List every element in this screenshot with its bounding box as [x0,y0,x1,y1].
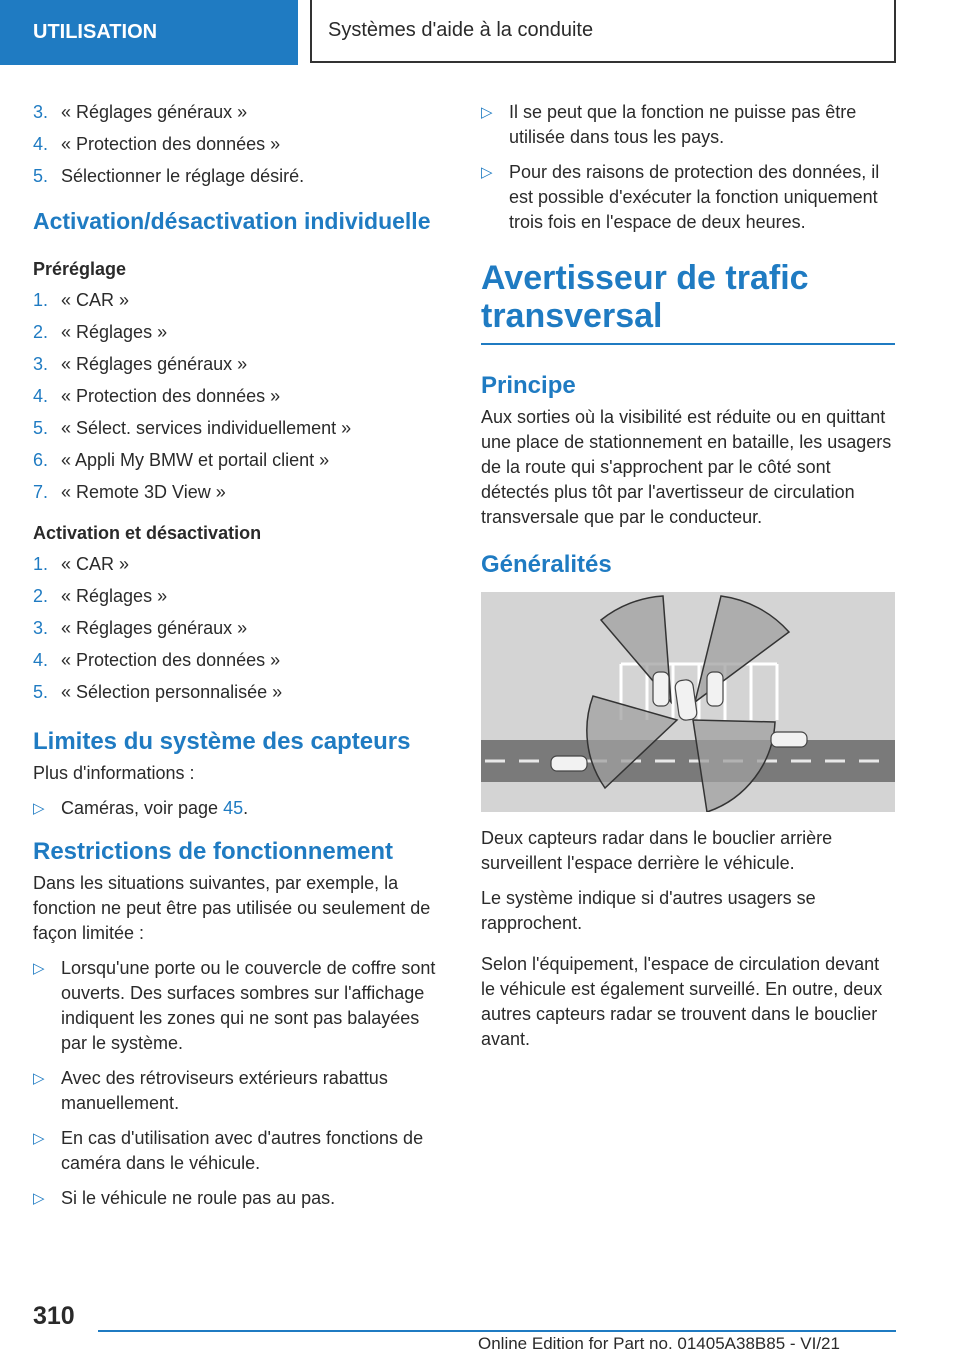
list-item: 4. « Protection des données » [33,386,281,406]
list-item: 4. « Protection des données » [33,650,281,670]
onoff-steps-list [33,552,447,705]
preset-heading: Préréglage [33,259,127,279]
triangle-right-icon: ▷ [33,960,45,977]
limits-intro: Plus d'informations : [33,763,195,783]
left-column [33,100,447,1221]
list-item: ▷ Avec des rétroviseurs extérieurs rabattus manuellement. [33,1068,388,1113]
general-heading: Généralités [481,551,612,578]
list-item: 4. « Protection des données » [33,134,281,154]
limits-bullets [33,796,447,821]
footer-divider [98,1330,896,1332]
triangle-right-icon: ▷ [33,800,45,817]
limits-heading: Limites du système des capteurs [33,728,411,755]
triangle-right-icon: ▷ [33,1130,45,1147]
top-steps-list [33,100,447,189]
list-item: 1. « CAR » [33,290,130,310]
general-text-3: Selon l'équipement, l'espace de circulation devant le véhicule est également surveillé. En outre, deux autres capteurs radar se trouvent dans le bouclier avant. [481,954,883,1049]
list-item: ▷ Si le véhicule ne roule pas au pas. [33,1186,447,1211]
page-link[interactable]: 45 [223,798,244,818]
parking-diagram [481,592,895,812]
list-item: 3. « Réglages généraux » [33,354,248,374]
list-item: ▷ Lorsqu'une porte ou le couvercle de coffre sont ouverts. Des surfaces sombres sur l'affichage indiquent les zones qui ne sont pas balayées par le système. [33,958,436,1053]
cross-traffic-illustration [481,592,895,812]
triangle-right-icon: ▷ [481,164,493,181]
edition-footer: Online Edition for Part no. 01405A38B85 - VI/21 [478,1334,840,1353]
preset-steps-list [33,288,447,505]
page-number: 310 [33,1302,75,1330]
triangle-right-icon: ▷ [481,104,493,121]
chapter-title: Systèmes d'aide à la conduite [310,0,896,63]
main-section-title: Avertisseur de trafic transversal [481,259,895,345]
list-item: 2. « Réglages » [33,322,168,342]
onoff-heading: Activation et désactivation [33,523,262,543]
list-item: 2. « Réglages » [33,586,168,606]
list-item: 5. « Sélect. services individuellement » [33,418,352,438]
activation-heading: Activation/désactivation individuelle [33,208,431,234]
principle-text: Aux sorties où la visibilité est réduite ou en quittant une place de stationnement en bataille, les usagers de la route qui s'approchent par le côté sont détectés plus tôt par l'avertisseur de circulation transversale que par le conducteur. [481,407,892,527]
triangle-right-icon: ▷ [33,1070,45,1087]
list-item: ▷ En cas d'utilisation avec d'autres fonctions de caméra dans le véhicule. [33,1128,424,1173]
restrictions-intro: Dans les situations suivantes, par exemple, la fonction ne peut être pas utilisée ou seulement de façon limitée : [33,873,431,943]
triangle-right-icon: ▷ [33,1190,45,1207]
list-item: 1. « CAR » [33,554,130,574]
list-item: 5. « Sélection personnalisée » [33,682,283,702]
page-header [0,0,960,66]
list-item: ▷ Il se peut que la fonction ne puisse pas être utilisée dans tous les pays. [481,102,857,147]
list-item: 3. « Réglages généraux » [33,618,248,638]
general-text-2: Le système indique si d'autres usagers se rapprochent. [481,888,816,933]
general-text-1: Deux capteurs radar dans le bouclier arrière surveillent l'espace derrière le véhicule. [481,828,833,873]
section-tab: UTILISATION [0,0,298,65]
list-item: ▷ Caméras, voir page 45. [33,796,447,821]
list-item: 6. « Appli My BMW et portail client » [33,450,330,470]
right-column [481,100,895,1062]
list-item: ▷ Pour des raisons de protection des données, il est possible d'exécuter la fonction uniquement trois fois en l'espace de deux heures. [481,162,880,232]
list-item: 5. Sélectionner le réglage désiré. [33,166,305,186]
restrictions-bullets [33,956,447,1211]
top-bullets [481,100,895,235]
restrictions-heading: Restrictions de fonctionnement [33,838,394,865]
list-item: 7. « Remote 3D View » [33,482,226,502]
list-item: 3. « Réglages généraux » [33,102,248,122]
principle-heading: Principe [481,372,576,399]
